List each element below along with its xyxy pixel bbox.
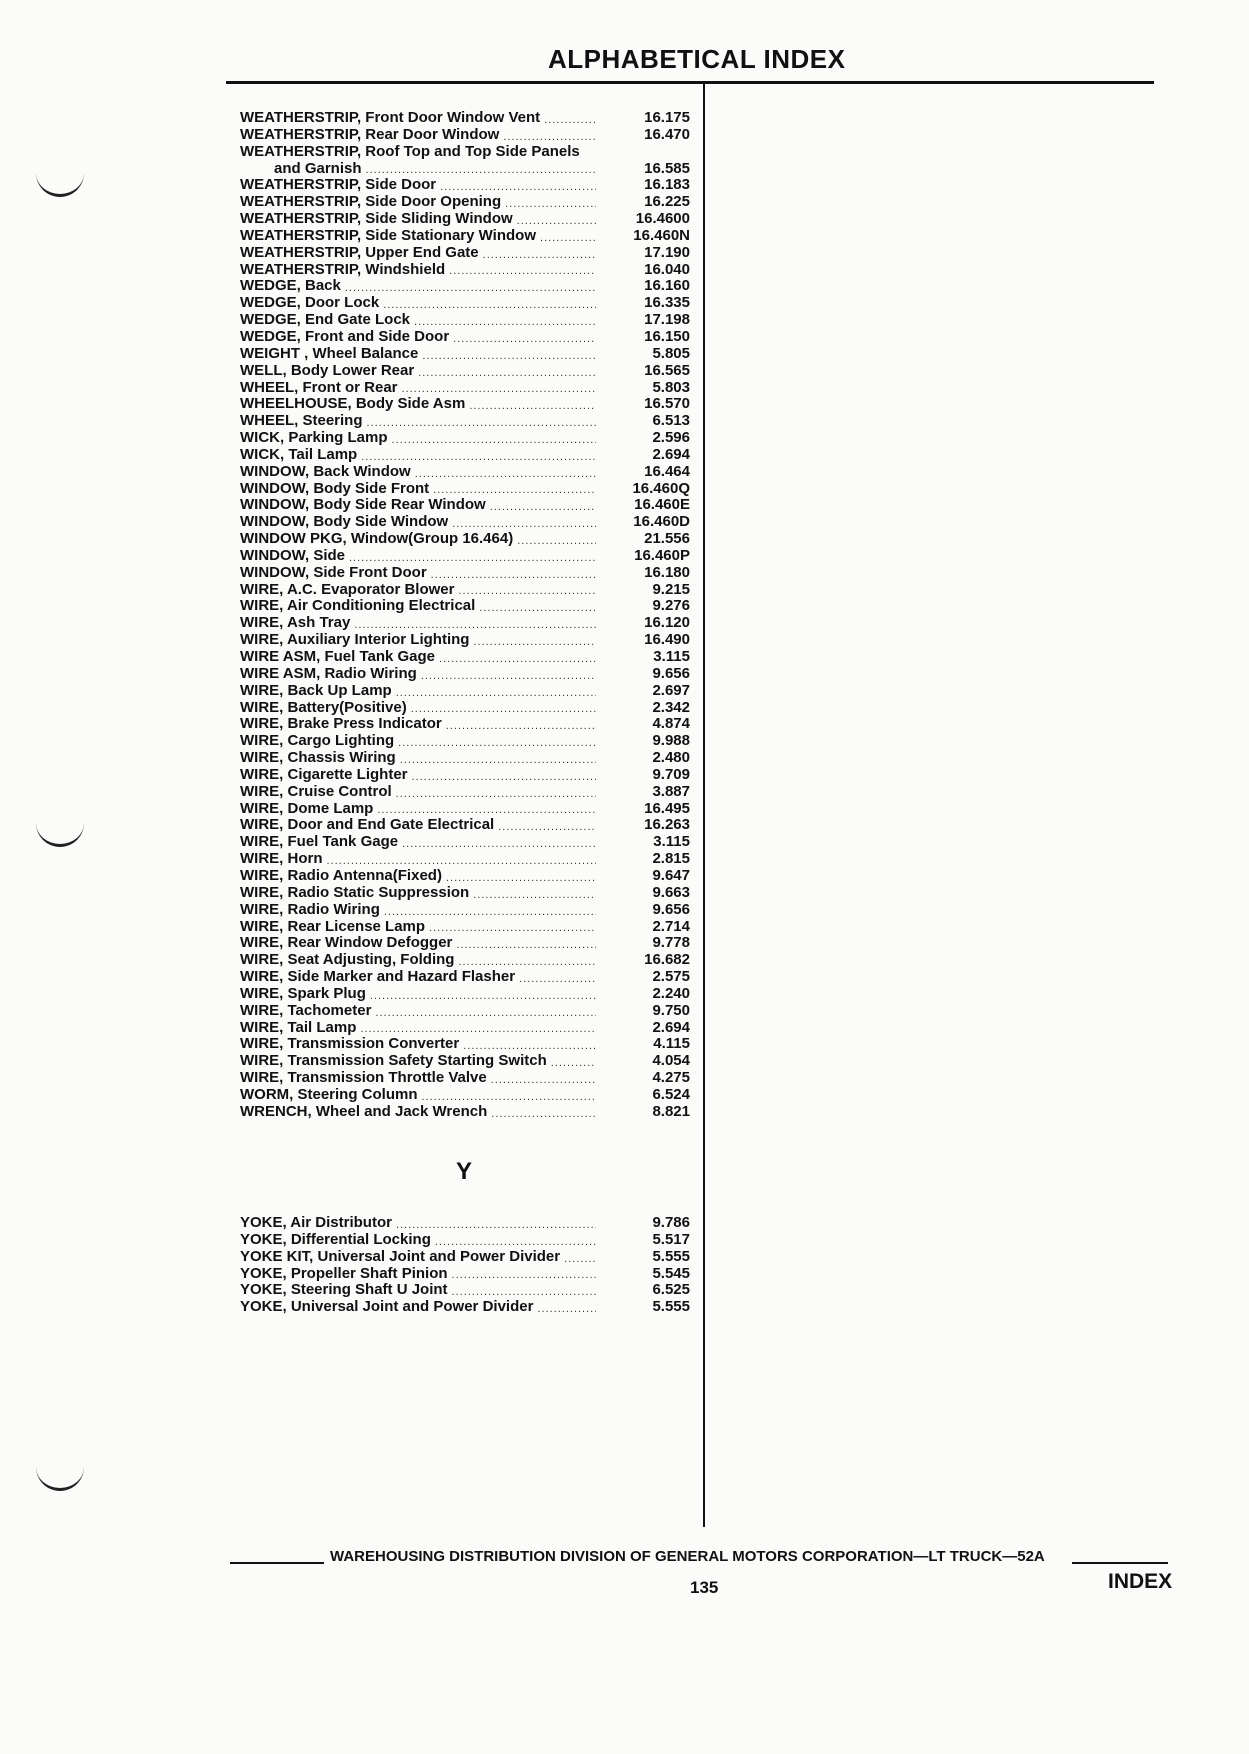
leader-dots	[429, 921, 596, 935]
entry-number: 9.988	[652, 732, 690, 750]
entry-number: 16.460D	[633, 513, 690, 531]
entry-number: 16.225	[644, 193, 690, 211]
entry-name: YOKE, Air Distributor	[240, 1214, 392, 1231]
index-entry	[240, 278, 690, 295]
index-entry	[240, 295, 690, 312]
entry-number: 16.460Q	[632, 479, 690, 497]
leader-dots	[396, 1218, 596, 1232]
entry-number: 9.647	[652, 866, 690, 884]
entry-number: 16.490	[644, 631, 690, 649]
leader-dots	[540, 231, 596, 245]
leader-dots	[446, 719, 596, 733]
entry-number: 16.495	[644, 799, 690, 817]
index-entry	[240, 1020, 690, 1037]
leader-dots	[422, 349, 596, 363]
index-entry	[240, 211, 690, 228]
entry-name: WIRE, Transmission Throttle Valve	[240, 1069, 487, 1087]
entry-name: WIRE, Transmission Safety Starting Switch	[240, 1052, 547, 1070]
leader-dots	[392, 433, 596, 447]
index-entry	[240, 1104, 690, 1121]
entry-number: 9.215	[652, 580, 690, 598]
leader-dots	[564, 1252, 596, 1266]
index-entry	[240, 346, 690, 363]
entry-number: 16.335	[644, 294, 690, 312]
leader-dots	[479, 601, 596, 615]
entry-number: 16.040	[644, 260, 690, 278]
index-entry	[240, 868, 690, 885]
entry-number: 5.555	[652, 1298, 690, 1316]
entry-name: YOKE, Propeller Shaft Pinion	[240, 1264, 448, 1282]
leader-dots	[517, 534, 596, 548]
leader-dots	[435, 1235, 596, 1249]
index-entry	[240, 598, 690, 615]
entry-name: WINDOW, Side Front Door	[240, 563, 427, 581]
index-entry	[240, 245, 690, 262]
entry-number: 16.565	[644, 361, 690, 379]
leader-dots	[361, 450, 596, 464]
index-entry	[240, 127, 690, 144]
leader-dots	[519, 972, 596, 986]
leader-dots	[415, 467, 596, 481]
entry-name: WINDOW, Body Side Rear Window	[240, 496, 486, 514]
entry-number: 9.786	[652, 1214, 690, 1231]
index-entry	[240, 464, 690, 481]
entry-number: 21.556	[644, 530, 690, 548]
index-entry	[240, 834, 690, 851]
entry-number: 16.464	[644, 462, 690, 480]
index-entry	[240, 919, 690, 936]
index-entry	[240, 396, 690, 413]
leader-dots	[345, 281, 596, 295]
leader-dots	[491, 1107, 596, 1121]
leader-dots	[412, 770, 596, 784]
section-letter-y: Y	[456, 1158, 473, 1185]
leader-dots	[551, 1056, 596, 1070]
entry-name: WHEELHOUSE, Body Side Asm	[240, 395, 466, 413]
entry-number: 16.180	[644, 563, 690, 581]
entry-name: WIRE, Rear License Lamp	[240, 917, 426, 935]
entry-name: YOKE KIT, Universal Joint and Power Divider	[240, 1247, 561, 1265]
index-entry	[240, 447, 690, 464]
entry-number: 17.198	[644, 311, 690, 329]
index-entry	[240, 329, 690, 346]
entry-name: WIRE, Transmission Converter	[240, 1035, 460, 1053]
entry-name: WINDOW, Back Window	[240, 462, 411, 480]
leader-dots	[349, 551, 596, 565]
index-entry	[240, 548, 690, 565]
index-entry	[240, 1249, 690, 1266]
entry-name: WICK, Tail Lamp	[240, 445, 358, 463]
index-entry	[240, 683, 690, 700]
title-rule	[226, 81, 1154, 84]
entry-name: WEDGE, Door Lock	[240, 294, 380, 312]
index-entry	[240, 312, 690, 329]
leader-dots	[491, 1073, 596, 1087]
leader-dots	[505, 197, 596, 211]
entry-name: WIRE, Cargo Lighting	[240, 732, 395, 750]
index-entry	[240, 582, 690, 599]
entry-number: 16.460P	[634, 546, 690, 564]
index-entry	[240, 144, 690, 161]
entry-number: 6.524	[652, 1085, 690, 1103]
index-entry	[240, 1087, 690, 1104]
index-entry	[240, 666, 690, 683]
entry-name: WEATHERSTRIP, Front Door Window Vent	[240, 109, 541, 126]
entry-number: 3.115	[653, 833, 690, 851]
leader-dots	[463, 1039, 596, 1053]
index-list-y	[240, 1215, 690, 1316]
leader-dots	[422, 1090, 597, 1104]
leader-dots	[396, 686, 596, 700]
entry-name: and Garnish	[274, 159, 362, 177]
index-entry	[240, 767, 690, 784]
page-title: ALPHABETICAL INDEX	[548, 44, 846, 74]
footer-rule-left	[230, 1562, 324, 1564]
entry-name: WRENCH, Wheel and Jack Wrench	[240, 1102, 488, 1120]
entry-number: 9.276	[652, 597, 690, 615]
leader-dots	[402, 382, 596, 396]
index-entry	[240, 531, 690, 548]
index-entry	[240, 632, 690, 649]
entry-name: WIRE, Fuel Tank Gage	[240, 833, 399, 851]
index-entry	[240, 481, 690, 498]
index-entry	[240, 700, 690, 717]
index-entry	[240, 1070, 690, 1087]
entry-number: 17.190	[644, 243, 690, 261]
entry-number: 4.115	[653, 1035, 690, 1053]
entry-number: 4.874	[652, 715, 690, 733]
leader-dots	[544, 113, 596, 127]
leader-dots	[375, 1006, 596, 1020]
entry-number: 4.054	[652, 1052, 690, 1070]
entry-name: WHEEL, Steering	[240, 412, 363, 430]
section-label: INDEX	[1108, 1570, 1173, 1593]
entry-name: WIRE, Back Up Lamp	[240, 681, 392, 699]
leader-dots	[458, 955, 596, 969]
entry-name: WEATHERSTRIP, Rear Door Window	[240, 125, 500, 143]
index-entry	[240, 733, 690, 750]
leader-dots	[449, 264, 596, 278]
entry-name: WIRE, Side Marker and Hazard Flasher	[240, 968, 516, 986]
index-entry	[240, 801, 690, 818]
entry-name: WIRE, Seat Adjusting, Folding	[240, 951, 455, 969]
entry-name: WIRE, Tachometer	[240, 1001, 372, 1019]
entry-name: WICK, Parking Lamp	[240, 429, 388, 447]
entry-name: WIRE, Battery(Positive)	[240, 698, 407, 716]
index-entry	[240, 380, 690, 397]
index-entry	[240, 1053, 690, 1070]
entry-name: WIRE, Brake Press Indicator	[240, 715, 442, 733]
index-entry	[240, 986, 690, 1003]
entry-number: 16.682	[644, 951, 690, 969]
index-entry	[240, 1036, 690, 1053]
leader-dots	[439, 652, 596, 666]
leader-dots	[498, 820, 596, 834]
entry-number: 2.240	[652, 984, 690, 1002]
entry-name: WINDOW, Body Side Front	[240, 479, 430, 497]
entry-name: WIRE, Cigarette Lighter	[240, 765, 408, 783]
entry-name: WEATHERSTRIP, Side Door	[240, 176, 437, 194]
entry-name: WIRE, Horn	[240, 850, 323, 868]
index-entry	[240, 110, 690, 127]
entry-number: 5.803	[652, 378, 690, 396]
leader-dots	[473, 635, 596, 649]
index-entry	[240, 649, 690, 666]
index-entry	[240, 750, 690, 767]
entry-number: 8.821	[652, 1102, 690, 1120]
entry-name: WIRE ASM, Fuel Tank Gage	[240, 648, 436, 665]
entry-name: WIRE, Spark Plug	[240, 984, 366, 1002]
entry-number: 5.545	[652, 1264, 690, 1282]
index-entry	[240, 497, 690, 514]
index-entry	[240, 228, 690, 245]
leader-dots	[384, 905, 596, 919]
index-entry	[240, 784, 690, 801]
entry-name: WINDOW, Side	[240, 546, 345, 564]
entry-name: WIRE, Cruise Control	[240, 782, 392, 800]
entry-name: WEATHERSTRIP, Side Door Opening	[240, 193, 502, 211]
leader-dots	[483, 248, 596, 262]
entry-name: YOKE, Differential Locking	[240, 1230, 431, 1248]
entry-number: 2.694	[652, 1018, 690, 1036]
leader-dots	[440, 180, 596, 194]
entry-name: WHEEL, Front or Rear	[240, 378, 398, 396]
leader-dots	[473, 888, 596, 902]
entry-number: 2.480	[652, 749, 690, 767]
page-number: 135	[690, 1578, 719, 1597]
leader-dots	[452, 517, 596, 531]
entry-number: 6.525	[652, 1281, 690, 1299]
entry-name: WIRE, Dome Lamp	[240, 799, 374, 817]
entry-name: WIRE, Rear Window Defogger	[240, 934, 453, 952]
entry-number: 9.709	[652, 765, 690, 783]
leader-dots	[503, 130, 596, 144]
index-entry-continuation	[240, 161, 690, 178]
index-entry	[240, 952, 690, 969]
leader-dots	[452, 1268, 596, 1282]
entry-name: WIRE, Tail Lamp	[240, 1018, 357, 1036]
index-entry	[240, 615, 690, 632]
index-entry	[240, 817, 690, 834]
entry-name: WELL, Body Lower Rear	[240, 361, 415, 379]
entry-number: 16.120	[644, 614, 690, 632]
entry-number: 16.585	[644, 159, 690, 177]
leader-dots	[400, 753, 596, 767]
leader-dots	[414, 315, 596, 329]
entry-name: WIRE, Door and End Gate Electrical	[240, 816, 495, 834]
entry-name: WEATHERSTRIP, Roof Top and Top Side Panels	[240, 142, 580, 160]
index-entry	[240, 1282, 690, 1299]
entry-number: 3.887	[652, 782, 690, 800]
entry-name: WIRE, Ash Tray	[240, 614, 351, 632]
entry-name: WEIGHT , Wheel Balance	[240, 344, 419, 362]
entry-number: 2.596	[652, 429, 690, 447]
index-entry	[240, 430, 690, 447]
entry-number: 2.342	[652, 698, 690, 716]
leader-dots	[452, 1285, 596, 1299]
entry-name: WIRE, Air Conditioning Electrical	[240, 597, 476, 615]
index-entry	[240, 935, 690, 952]
leader-dots	[383, 298, 596, 312]
entry-number: 2.694	[652, 445, 690, 463]
entry-name: WIRE, Auxiliary Interior Lighting	[240, 631, 470, 649]
index-entry	[240, 1266, 690, 1283]
entry-number: 2.714	[652, 917, 690, 935]
leader-dots	[517, 214, 596, 228]
entry-number: 3.115	[653, 648, 690, 665]
index-entry	[240, 1299, 690, 1316]
entry-name: WEDGE, Back	[240, 277, 341, 295]
entry-number: 16.470	[644, 125, 690, 143]
footer-publisher: WAREHOUSING DISTRIBUTION DIVISION OF GENERAL MOTORS CORPORATION—LT TRUCK—52A	[330, 1548, 1045, 1565]
entry-number: 16.175	[644, 109, 690, 126]
entry-name: WORM, Steering Column	[240, 1085, 418, 1103]
entry-name: WIRE, A.C. Evaporator Blower	[240, 580, 455, 598]
entry-number: 9.656	[652, 664, 690, 682]
column-divider	[703, 81, 705, 1527]
entry-number: 5.517	[652, 1230, 690, 1248]
leader-dots	[418, 366, 596, 380]
binder-hole-mark	[36, 1462, 84, 1491]
index-entry	[240, 514, 690, 531]
entry-number: 2.575	[652, 968, 690, 986]
entry-name: WEATHERSTRIP, Side Stationary Window	[240, 226, 537, 244]
entry-number: 16.460E	[634, 496, 690, 514]
leader-dots	[327, 854, 597, 868]
entry-name: WIRE, Radio Antenna(Fixed)	[240, 866, 442, 884]
leader-dots	[366, 163, 596, 177]
index-entry	[240, 194, 690, 211]
leader-dots	[433, 483, 596, 497]
leader-dots	[469, 399, 596, 413]
entry-number: 9.778	[652, 934, 690, 952]
entry-number: 9.750	[652, 1001, 690, 1019]
entry-name: WEATHERSTRIP, Upper End Gate	[240, 243, 479, 261]
leader-dots	[453, 332, 596, 346]
leader-dots	[377, 803, 596, 817]
index-entry	[240, 363, 690, 380]
leader-dots	[490, 500, 596, 514]
index-entry	[240, 716, 690, 733]
leader-dots	[360, 1022, 596, 1036]
leader-dots	[537, 1302, 596, 1316]
entry-name: WIRE, Radio Wiring	[240, 900, 380, 918]
entry-name: WINDOW PKG, Window(Group 16.464)	[240, 530, 514, 548]
entry-number: 5.805	[652, 344, 690, 362]
index-entry	[240, 902, 690, 919]
entry-number: 16.570	[644, 395, 690, 413]
index-entry	[240, 1003, 690, 1020]
leader-dots	[402, 837, 596, 851]
leader-dots	[421, 669, 596, 683]
leader-dots	[367, 416, 596, 430]
entry-name: YOKE, Universal Joint and Power Divider	[240, 1298, 534, 1316]
index-entry	[240, 413, 690, 430]
index-entry	[240, 1232, 690, 1249]
index-entry	[240, 1215, 690, 1232]
leader-dots	[431, 568, 596, 582]
entry-number: 16.263	[644, 816, 690, 834]
entry-name: WIRE, Chassis Wiring	[240, 749, 396, 767]
leader-dots	[398, 736, 596, 750]
entry-number: 16.460N	[633, 226, 690, 244]
index-entry	[240, 885, 690, 902]
entry-number: 2.697	[652, 681, 690, 699]
leader-dots	[411, 702, 596, 716]
index-list-w	[240, 110, 690, 1121]
entry-number: 6.513	[652, 412, 690, 430]
entry-number: 9.663	[652, 883, 690, 901]
leader-dots	[370, 989, 596, 1003]
entry-number: 16.4600	[635, 210, 690, 228]
index-entry	[240, 851, 690, 868]
leader-dots	[458, 584, 596, 598]
entry-number: 2.815	[652, 850, 690, 868]
entry-number: 16.150	[644, 327, 690, 345]
index-entry	[240, 969, 690, 986]
entry-name: WEDGE, Front and Side Door	[240, 327, 450, 345]
leader-dots	[456, 938, 596, 952]
index-entry	[240, 262, 690, 279]
entry-name: WEDGE, End Gate Lock	[240, 311, 411, 329]
entry-number: 4.275	[652, 1069, 690, 1087]
index-entry	[240, 565, 690, 582]
binder-hole-mark	[36, 818, 84, 847]
entry-name: WIRE ASM, Radio Wiring	[240, 664, 417, 682]
entry-name: WEATHERSTRIP, Windshield	[240, 260, 446, 278]
index-entry	[240, 177, 690, 194]
entry-number: 5.555	[652, 1247, 690, 1265]
leader-dots	[446, 871, 596, 885]
leader-dots	[354, 618, 596, 632]
footer-rule-right	[1072, 1562, 1168, 1564]
entry-number: 16.160	[644, 277, 690, 295]
entry-name: YOKE, Steering Shaft U Joint	[240, 1281, 448, 1299]
entry-name: WEATHERSTRIP, Side Sliding Window	[240, 210, 513, 228]
entry-name: WIRE, Radio Static Suppression	[240, 883, 470, 901]
leader-dots	[396, 787, 596, 801]
entry-number: 16.183	[644, 176, 690, 194]
entry-number: 9.656	[652, 900, 690, 918]
binder-hole-mark	[36, 168, 84, 197]
entry-name: WINDOW, Body Side Window	[240, 513, 449, 531]
